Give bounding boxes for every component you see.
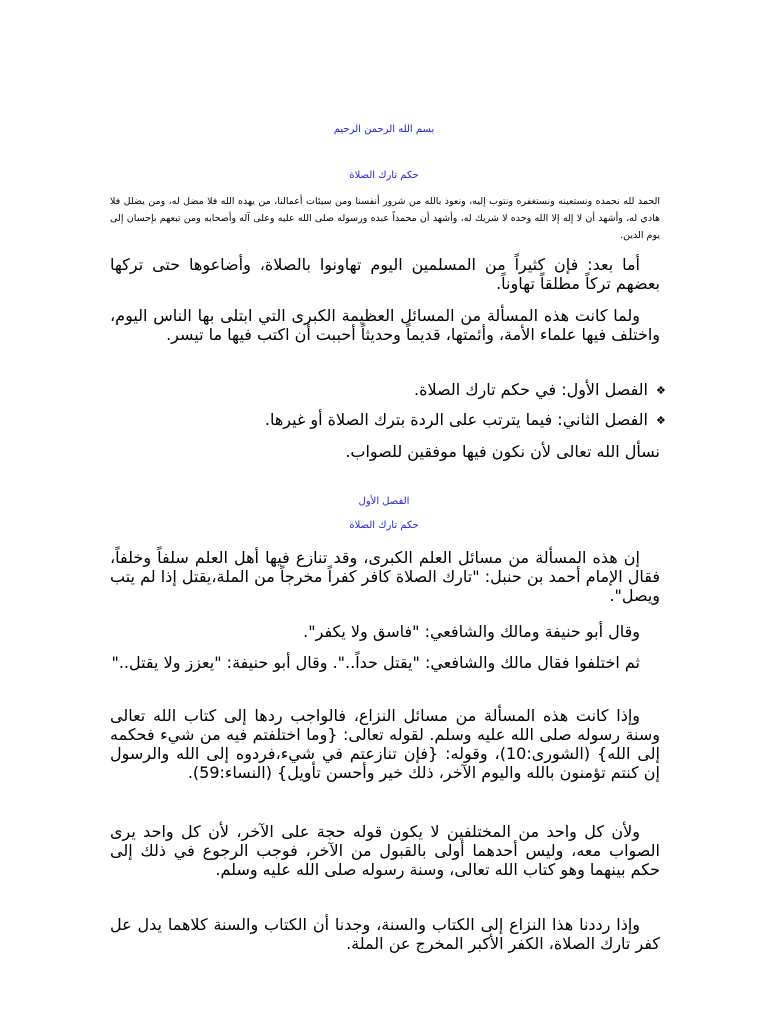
paragraph-punishment: ثم اختلفوا فقال مالك والشافعي: "يقتل حداً..". وقال أبو حنيفة: "يعزز ولا يقتل.." bbox=[111, 653, 640, 672]
paragraph-reason: ولما كانت هذه المسألة من المسائل العظيمة الكبرى التي ابتلى بها الناس اليوم، واختلف فيها علماء الأمة، وأئمتها، قديماً وحديثاً أحببت أن اكتب فيها ما تيسر. bbox=[110, 306, 660, 344]
diamond-bullet-icon: ❖ bbox=[656, 414, 666, 427]
paragraph-other-imams: وقال أبو حنيفة ومالك والشافعي: "فاسق ولا يكفر". bbox=[303, 622, 640, 641]
paragraph-ahmad-opinion: إن هذه المسألة من مسائل العلم الكبرى، وقد تنازع فيها أهل العلم سلفاً وخلفاً، فقال الإمام أحمد بن حنبل: "تارك الصلاة كافر كفراً مخرجاً من الملة،يقتل إذا لم يتب ويصل". bbox=[110, 548, 660, 605]
list-item-label: الفصل الثاني: فيما يترتب على الردة بترك الصلاة أو غيرها. bbox=[264, 410, 648, 429]
basmala-heading: بسم الله الرحمن الرحيم bbox=[333, 124, 435, 135]
paragraph-dispute-reference: وإذا كانت هذه المسألة من مسائل النزاع، فالواجب ردها إلى كتاب الله تعالى وسنة رسوله صلى الله عليه وسلم. لقوله تعالى: {وما اختلفتم فيه من شيء فحكمه إلى الله} (الشورى:10)، وقوله: {فإن تنازعتم في شيء،فردوه إلى الله والرسول إن كنتم تؤمنون بالله واليوم الآخر، ذلك خير وأحسن تأويل} (النساء:59). bbox=[110, 706, 660, 782]
page-title: حكم تارك الصلاة bbox=[349, 170, 419, 181]
list-item-label: الفصل الأول: في حكم تارك الصلاة. bbox=[414, 380, 648, 399]
chapter-heading: الفصل الأول bbox=[358, 496, 410, 507]
diamond-bullet-icon: ❖ bbox=[656, 384, 666, 397]
paragraph-prayer: نسأل الله تعالى لأن نكون فيها موفقين للصواب. bbox=[345, 442, 660, 461]
paragraph-conclusion: وإذا رددنا هذا النزاع إلى الكتاب والسنة، وجدنا أن الكتاب والسنة كلاهما يدل عل كفر تارك الصلاة، الكفر الأكبر المخرج عن الملة. bbox=[110, 915, 660, 953]
chapter-subheading: حكم تارك الصلاة bbox=[349, 520, 419, 531]
paragraph-reasoning: ولأن كل واحد من المختلفين لا يكون قوله حجة على الآخر، لأن كل واحد يرى الصواب معه، وليس أحدهما أولى بالقبول من الآخر، فوجب الرجوع في ذلك إلى حكم بينهما وهو كتاب الله تعالى، وسنة رسوله صلى الله عليه وسلم. bbox=[110, 822, 660, 879]
intro-paragraph: الحمد لله نحمده ونستعينه ونستغفره ونتوب إليه، ونعوذ بالله من شرور أنفسنا ومن سيئات أعمالنا، من يهده الله فلا مضل له، ومن يضلل فلا هادي له، وأشهد أن لا إله إلا الله وحده لا شريك له، وأشهد أن محمداً عبده ورسوله صلى الله عليه وعلى آله وأصحابه ومن تبعهم بإحسان إلى يوم الدين. bbox=[110, 196, 660, 241]
paragraph-opening: أما بعد: فإن كثيراً من المسلمين اليوم تهاونوا بالصلاة، وأضاعوها حتى تركها بعضهم تركاً مطلقاً تهاوناً. bbox=[110, 255, 660, 293]
list-item-chapter-one bbox=[110, 380, 670, 399]
list-item-chapter-two bbox=[110, 410, 670, 429]
